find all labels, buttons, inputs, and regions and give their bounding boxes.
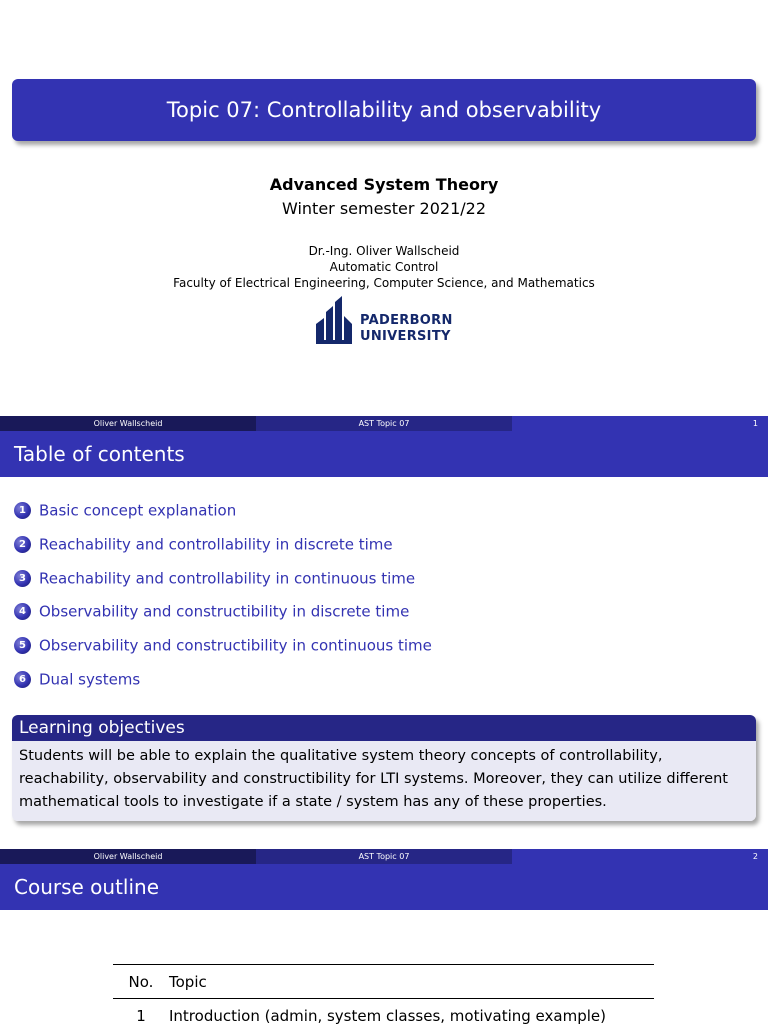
toc-item-label[interactable]: Dual systems (39, 670, 141, 689)
university-logo-icon (314, 296, 356, 346)
course-outline-table (113, 964, 654, 1024)
toc-item[interactable] (14, 669, 432, 703)
column-header-topic: Topic (169, 972, 207, 991)
toc-item-label[interactable]: Reachability and controllability in discrete time (39, 535, 393, 554)
author-name: Dr.-Ing. Oliver Wallscheid (308, 244, 460, 258)
toc-slide (0, 416, 768, 849)
toc-item-label[interactable]: Observability and constructibility in discrete time (39, 602, 410, 621)
frame-title-text: Table of contents (14, 442, 185, 466)
toc-item-label[interactable]: Basic concept explanation (39, 501, 237, 520)
toc-item-label[interactable]: Reachability and controllability in continuous time (39, 569, 416, 588)
footer-page-number (512, 416, 768, 431)
toc-item-label[interactable]: Observability and constructibility in continuous time (39, 636, 432, 655)
presentation-title: Topic 07: Controllability and observability (12, 79, 756, 141)
toc-item[interactable] (14, 534, 432, 568)
course-name: Advanced System Theory (269, 175, 499, 194)
semester: Winter semester 2021/22 (281, 199, 487, 218)
footer-author: Oliver Wallscheid (0, 849, 256, 864)
toc-number-bullet: 2 (14, 536, 31, 553)
toc-number-bullet: 5 (14, 637, 31, 654)
table-row (113, 999, 654, 1024)
toc-item[interactable] (14, 500, 432, 534)
title-slide (0, 0, 768, 416)
learning-objectives-text: Students will be able to explain the qualitative system theory concepts of controllability, reachability, observability and constructibility for LTI systems. Moreover, they can utilize different mathematical tools to investigate if a state / system has any of these properties. (12, 741, 756, 821)
footer-page-number-text: 2 (752, 852, 758, 861)
column-header-no: No. (128, 972, 154, 991)
faculty-name: Faculty of Electrical Engineering, Computer Science, and Mathematics (173, 276, 595, 290)
footer-short-title: AST Topic 07 (256, 416, 512, 431)
toc-number-bullet: 4 (14, 603, 31, 620)
logo-wordmark (360, 313, 453, 345)
toc-item[interactable] (14, 601, 432, 635)
toc-number-bullet: 6 (14, 671, 31, 688)
table-header-row (113, 965, 654, 999)
toc-list (14, 500, 432, 703)
footer-page-number-text: 1 (752, 419, 758, 428)
learning-objectives-block (12, 715, 756, 821)
toc-number-bullet: 3 (14, 570, 31, 587)
toc-item[interactable] (14, 568, 432, 602)
frame-title (0, 431, 768, 477)
university-logo (314, 296, 454, 348)
logo-line-2: UNIVERSITY (360, 329, 451, 344)
slide-footer (0, 416, 768, 431)
footer-short-title: AST Topic 07 (256, 849, 512, 864)
row-topic: Introduction (admin, system classes, motivating example) (169, 1006, 606, 1024)
course-outline-slide (0, 849, 768, 1024)
logo-line-1: PADERBORN (360, 313, 453, 328)
learning-objectives-title: Learning objectives (12, 715, 756, 741)
frame-title-text: Course outline (14, 875, 160, 899)
toc-item[interactable] (14, 635, 432, 669)
footer-author: Oliver Wallscheid (0, 416, 256, 431)
chair-name: Automatic Control (329, 260, 439, 274)
frame-title (0, 864, 768, 910)
slide-footer (0, 849, 768, 864)
toc-number-bullet: 1 (14, 502, 31, 519)
row-number: 1 (136, 1006, 146, 1024)
footer-page-number (512, 849, 768, 864)
